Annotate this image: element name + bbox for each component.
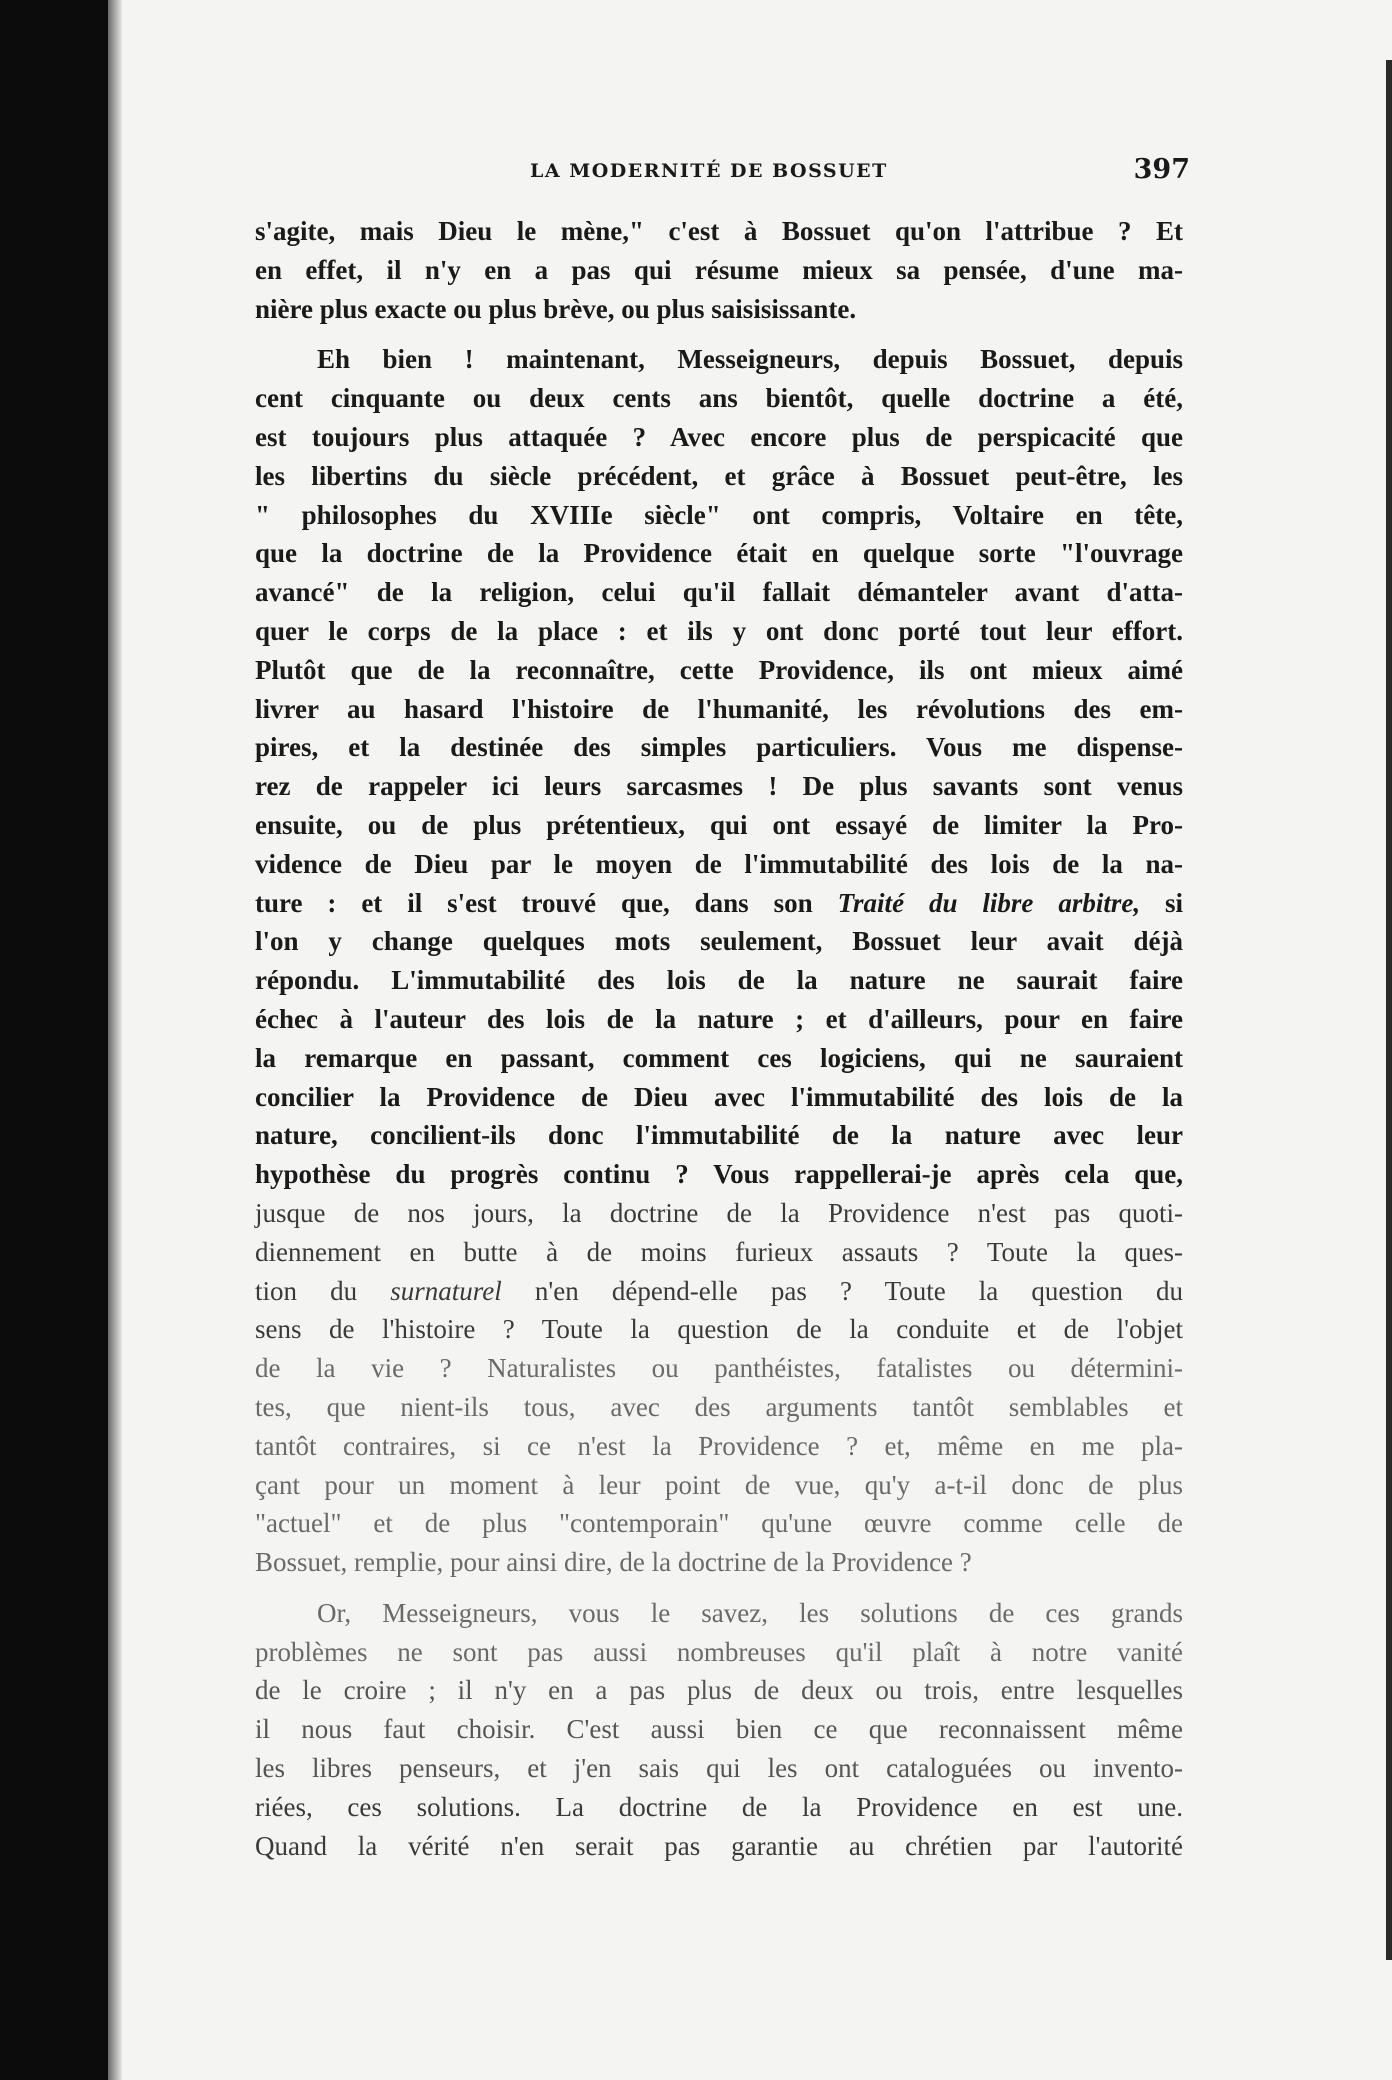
text-line: quer le corps de la place : et ils y ont donc porté tout leur effort.	[255, 615, 1183, 646]
text-line: les libertins du siècle précédent, et grâce à Bossuet peut-être, les	[255, 460, 1183, 491]
text-line: concilier la Providence de Dieu avec l'immutabilité des lois de la	[255, 1081, 1183, 1112]
text-line: vidence de Dieu par le moyen de l'immutabilité des lois de la na-	[255, 848, 1183, 879]
text-line: s'agite, mais Dieu le mène," c'est à Bossuet qu'on l'attribue ? Et	[255, 216, 1183, 246]
text-line: jusque de nos jours, la doctrine de la Providence n'est pas quoti-	[255, 1197, 1183, 1228]
page-number: 397	[1133, 154, 1190, 185]
text-line: Quand la vérité n'en serait pas garantie au chrétien par l'autorité	[255, 1830, 1183, 1861]
text-line: çant pour un moment à leur point de vue, qu'y a-t-il donc de plus	[255, 1469, 1183, 1500]
text-line: la remarque en passant, comment ces logiciens, qui ne sauraient	[255, 1042, 1183, 1073]
text-line: en effet, il n'y en a pas qui résume mieux sa pensée, d'une ma-	[255, 254, 1183, 285]
text-line: de le croire ; il n'y en a pas plus de deux ou trois, entre lesquelles	[255, 1675, 1183, 1706]
scan-right-edge	[1386, 60, 1392, 1960]
body-text	[255, 212, 1183, 1865]
text-line: ensuite, ou de plus prétentieux, qui ont essayé de limiter la Pro-	[255, 809, 1183, 840]
text-span: si	[1140, 887, 1184, 918]
text-line: nature, concilient-ils donc l'immutabilité de la nature avec leur	[255, 1120, 1183, 1151]
text-line: "actuel" et de plus "contemporain" qu'une œuvre comme celle de	[255, 1508, 1183, 1539]
text-line: rez de rappeler ici leurs sarcasmes ! De plus savants sont venus	[255, 771, 1183, 802]
text-line: hypothèse du progrès continu ? Vous rappellerai-je après cela que,	[255, 1159, 1183, 1190]
text-line: riées, ces solutions. La doctrine de la Providence en est une.	[255, 1791, 1183, 1822]
text-line: de la vie ? Naturalistes ou panthéistes, fatalistes ou détermini-	[255, 1353, 1183, 1384]
text-line: livrer au hasard l'histoire de l'humanité, les révolutions des em-	[255, 693, 1183, 724]
italic-title: Traité du libre arbitre,	[837, 887, 1141, 918]
text-line: cent cinquante ou deux cents ans bientôt, quelle doctrine a été,	[255, 383, 1183, 414]
text-line-with-italic	[255, 884, 1183, 923]
text-span: n'en dépend-elle pas ? Toute la question du	[501, 1275, 1184, 1306]
text-line: tes, que nient-ils tous, avec des arguments tantôt semblables et	[255, 1391, 1183, 1422]
text-line: pires, et la destinée des simples particuliers. Vous me dispense-	[255, 732, 1183, 763]
text-line: sens de l'histoire ? Toute la question de la conduite et de l'objet	[255, 1314, 1183, 1345]
text-line: est toujours plus attaquée ? Avec encore plus de perspicacité que	[255, 421, 1183, 452]
text-line: diennement en butte à de moins furieux assauts ? Toute la ques-	[255, 1236, 1183, 1267]
text-line: Plutôt que de la reconnaître, cette Providence, ils ont mieux aimé	[255, 654, 1183, 685]
text-line: nière plus exacte ou plus brève, ou plus saisisissante.	[255, 293, 857, 324]
text-line: les libres penseurs, et j'en sais qui les ont cataloguées ou invento-	[255, 1753, 1183, 1784]
scan-gutter-gradient	[108, 0, 122, 2080]
text-line: tantôt contraires, si ce n'est la Providence ? et, même en me pla-	[255, 1430, 1183, 1461]
italic-word: surnaturel	[390, 1275, 502, 1306]
text-line: problèmes ne sont pas aussi nombreuses qu'il plaît à notre vanité	[255, 1636, 1183, 1667]
text-line: l'on y change quelques mots seulement, Bossuet leur avait déjà	[255, 926, 1183, 957]
running-title: LA MODERNITÉ DE BOSSUET	[530, 160, 888, 182]
text-line: répondu. L'immutabilité des lois de la nature ne saurait faire	[255, 965, 1183, 996]
text-line: " philosophes du XVIIIe siècle" ont compris, Voltaire en tête,	[255, 499, 1183, 530]
text-span: ture : et il s'est trouvé que, dans son	[255, 887, 813, 918]
text-line-with-italic	[255, 1272, 1183, 1311]
text-line: que la doctrine de la Providence était en quelque sorte "l'ouvrage	[255, 538, 1183, 569]
text-line: avancé" de la religion, celui qu'il fallait démanteler avant d'atta-	[255, 577, 1183, 608]
text-line: Or, Messeigneurs, vous le savez, les solutions de ces grands	[317, 1597, 1183, 1628]
text-span: tion du	[255, 1275, 358, 1306]
text-line: il nous faut choisir. C'est aussi bien ce que reconnaissent même	[255, 1714, 1183, 1745]
text-line: Eh bien ! maintenant, Messeigneurs, depuis Bossuet, depuis	[317, 344, 1183, 375]
scan-binding-shadow	[0, 0, 108, 2080]
running-head	[250, 154, 1190, 200]
text-line: Bossuet, remplie, pour ainsi dire, de la doctrine de la Providence ?	[255, 1547, 972, 1578]
text-line: échec à l'auteur des lois de la nature ; et d'ailleurs, pour en faire	[255, 1003, 1183, 1034]
